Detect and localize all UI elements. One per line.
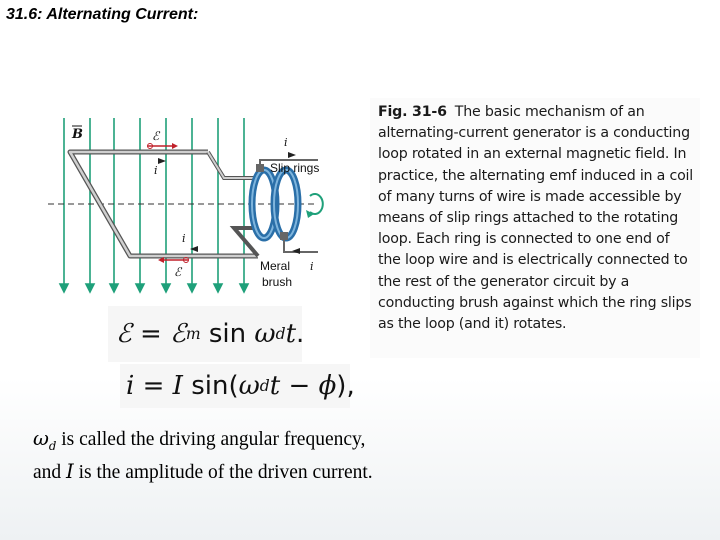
sin-function: sin	[200, 319, 255, 349]
omega-subscript: d	[275, 325, 286, 343]
slide-title: 31.6: Alternating Current:	[6, 6, 199, 23]
field-label-b: B	[72, 127, 83, 142]
amplitude-subscript: m	[185, 325, 201, 343]
body-line-2-text: is the amplitude of the driven current.	[73, 461, 373, 483]
current-amplitude: I	[172, 371, 183, 401]
omega-symbol: ω	[238, 371, 260, 401]
current-label-right: i	[284, 136, 288, 149]
slip-rings-label: Slip rings	[270, 161, 320, 175]
emf-amplitude: ℰ	[170, 319, 186, 349]
time-symbol: t	[285, 319, 297, 349]
equation-end: ),	[336, 371, 355, 401]
current-equation	[120, 364, 355, 408]
figure-caption-box	[370, 98, 700, 358]
current-label-top: i	[154, 164, 158, 177]
body-line-2-prefix: and	[33, 461, 67, 483]
amplitude-symbol: I	[66, 459, 74, 483]
metal-label: Meral	[260, 259, 291, 273]
body-line-1	[33, 426, 533, 459]
equation-end: .	[296, 319, 305, 349]
emf-label-bottom: ℰ	[174, 265, 182, 279]
current-symbol: i	[126, 371, 135, 401]
omega-subscript: d	[259, 377, 270, 395]
figure-caption	[378, 102, 696, 335]
equals-sign: =	[131, 319, 171, 349]
generator-figure	[48, 100, 348, 296]
brush-label: brush	[262, 275, 293, 289]
figure-number: Fig. 31-6	[378, 104, 447, 120]
omega-symbol: ω	[33, 427, 49, 450]
body-text	[33, 426, 533, 485]
minus-sign: −	[280, 371, 319, 401]
caption-text: The basic mechanism of an alternating-current generator is a conducting loop rotated in an external magnetic field. In practice, the alternating emf induced in a coil of many turns of wire is made accessible by means of slip rings attached to the rotating loop. Each ring is connected to one end of the loop wire and is electrically connected to the rest of the generator circuit by a conducting brush against which the ring slips as the loop (and it) rotates.	[378, 104, 694, 333]
generator-diagram	[48, 100, 348, 296]
current-label-brush: i	[310, 260, 314, 273]
equals-sign: =	[134, 371, 173, 401]
emf-equation	[108, 306, 305, 362]
phase-symbol: ϕ	[318, 371, 337, 401]
emf-label-top: ℰ	[152, 129, 160, 143]
omega-symbol: ω	[254, 319, 276, 349]
current-label-bottom: i	[182, 232, 186, 245]
body-line-1-text: is called the driving angular frequency,	[56, 429, 366, 450]
omega-subscript: d	[48, 438, 57, 453]
emf-symbol: ℰ	[116, 319, 132, 349]
body-line-2	[33, 459, 533, 485]
time-symbol: t	[269, 371, 281, 401]
sin-function: sin(	[182, 371, 239, 401]
